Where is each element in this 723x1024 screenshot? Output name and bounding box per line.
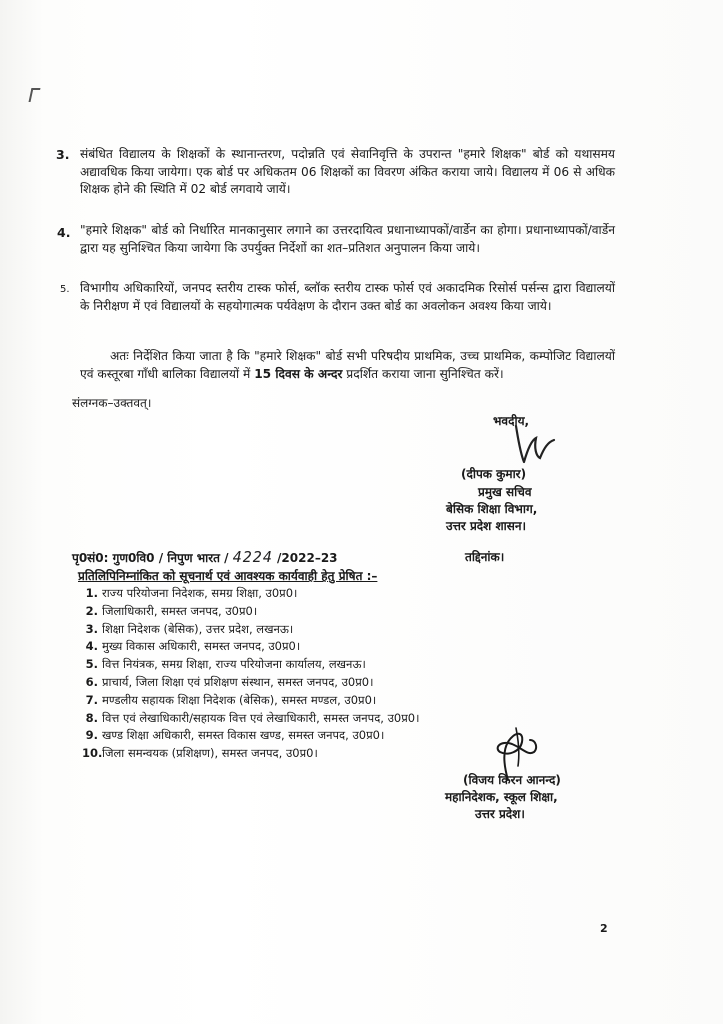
corner-mark [29,88,41,102]
list-item: 9. खण्ड शिक्षा अधिकारी, समस्त विकास खण्ड, समस्त जनपद, उ0प्र0। [85,728,385,743]
signatory-2-name: (विजय किरन आनन्द) [463,773,561,787]
enclosure-note: संलग्नक–उक्तवत्। [72,396,152,410]
list-item: 5. वित्त नियंत्रक, समग्र शिक्षा, राज्य परियोजना कार्यालय, लखनऊ। [85,657,366,672]
list-item: 2. जिलाधिकारी, समस्त जनपद, उ0प्र0। [85,603,258,618]
paragraph-3-number: 3. [56,147,70,162]
signatory-1-department: बेसिक शिक्षा विभाग, [446,502,538,516]
directive-text: अतः निर्देशित किया जाता है कि "हमारे शिक्षक" बोर्ड सभी परिषदीय प्राथमिक, उच्च प्राथमिक, कम्पोजिट विद्यालयों एवं कस्तूरबा गाँधी बालिका विद्यालयों में [80,349,615,381]
paragraph-5-number: 5. [60,284,70,295]
list-item: 3. शिक्षा निदेशक (बेसिक), उत्तर प्रदेश, लखनऊ। [85,621,294,636]
paragraph-3-text: संबंधित विद्यालय के शिक्षकों के स्थानान्तरण, पदोन्नति एवं सेवानिवृत्ति के उपरान्त "हमारे शिक्षक" बोर्ड को यथासमय अद्यावधिक किया जायेगा। एक बोर्ड पर अधिकतम 06 शिक्षकों का विवरण अंकित कराया जाये। विद्यालय में 06 से अधिक शिक्षक होने की स्थिति में 02 बोर्ड लगवाये जायें। [80,147,615,197]
copy-heading: प्रतिलिपिनिम्नांकित को सूचनार्थ एवं आवश्यक कार्यवाही हेतु प्रेषित :– [78,569,378,583]
reference-prefix: पृ0सं0: गुण0वि0 / निपुण भारत / [72,551,229,565]
paragraph-4-text: "हमारे शिक्षक" बोर्ड को निर्धारित मानकानुसार लगाने का उत्तरदायित्व प्रधानाध्यापकों/वार्डेन का होगा। प्रधानाध्यापकों/वार्डेन द्वारा यह सुनिश्चित किया जायेगा कि उपर्युक्त निर्देशों का शत–प्रतिशत अनुपालन किया जाये। [80,223,615,255]
signature-1 [510,418,560,468]
reference-year: /2022–23 [277,551,338,565]
list-item: 6. प्राचार्य, जिला शिक्षा एवं प्रशिक्षण संस्थान, समस्त जनपद, उ0प्र0। [85,674,374,689]
list-item: 7. मण्डलीय सहायक शिक्षा निदेशक (बेसिक), समस्त मण्डल, उ0प्र0। [85,692,377,707]
page-number: 2 [600,922,608,935]
signatory-2-designation: महानिदेशक, स्कूल शिक्षा, [445,790,558,804]
list-item: 1. राज्य परियोजना निदेशक, समग्र शिक्षा, उ0प्र0। [85,586,298,600]
directive-deadline: 15 दिवस के अन्दर [254,366,343,381]
list-item: 8. वित्त एवं लेखाधिकारी/सहायक वित्त एवं लेखाधिकारी, समस्त जनपद, उ0प्र0। [85,710,420,725]
paragraph-5-text: विभागीय अधिकारियों, जनपद स्तरीय टास्क फोर्स, ब्लॉक स्तरीय टास्क फोर्स एवं अकादमिक रिसोर्स पर्सन्स द्वारा विद्यालयों के निरीक्षण में एवं विद्यालयों के सहयोगात्मक पर्यवेक्षण के दौरान उक्त बोर्ड का अवलोकन अवश्य किया जाये। [80,281,615,313]
reference-handwritten-number: 4224 [232,548,273,566]
list-item: 4. मुख्य विकास अधिकारी, समस्त जनपद, उ0प्र0। [85,639,301,654]
reference-line [72,548,612,566]
directive-text-end: प्रदर्शित कराया जाना सुनिश्चित करें। [346,366,504,381]
signatory-1-name: (दीपक कुमार) [461,467,527,481]
closing-salutation: भवदीय, [493,414,530,428]
list-item: 10.जिला समन्वयक (प्रशिक्षण), समस्त जनपद, उ0प्र0। [82,746,318,761]
directive-paragraph [80,348,615,388]
signatory-1-designation: प्रमुख सचिव [478,485,532,499]
paragraph-4-number: 4. [57,225,71,240]
reference-dated: तद्दिनांक। [465,550,505,564]
signatory-2-office: उत्तर प्रदेश। [475,807,525,821]
signatory-1-office: उत्तर प्रदेश शासन। [446,519,527,533]
